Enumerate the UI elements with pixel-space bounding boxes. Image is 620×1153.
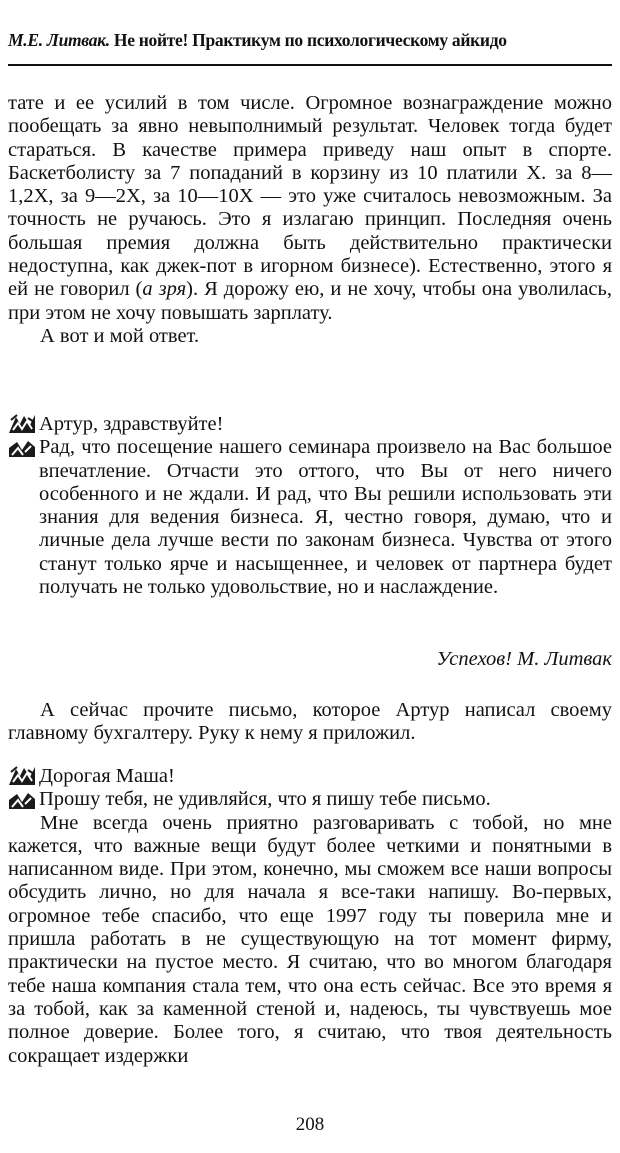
running-header bbox=[8, 30, 612, 51]
letter-first-line bbox=[8, 788, 612, 811]
letter-out-icon bbox=[8, 438, 36, 458]
paragraph: А сейчас прочите письмо, которое Артур написал своему главному бухгалтеру. Руку к нему я приложил. bbox=[8, 699, 612, 745]
letter-in-icon bbox=[8, 766, 36, 786]
page-number: 208 bbox=[295, 1114, 325, 1135]
paragraph bbox=[8, 92, 612, 325]
paragraph-text: тате и ее усилий в том числе. Огромное вознаграждение можно пообещать за явно невыполнимый результат. Человек тогда будет стараться. В качестве примера приведу наш опыт в спорте. Баскетболисту за 7 попаданий в корзину из 10 платили Х. за 8—1,2Х, за 9—2Х, за 10—10Х — это уже считалось невозможным. За точность не ручаюсь. Это я излагаю принцип. Последняя очень большая премия должна быть действительно практически недоступна, как джек-пот в игорном бизнесе). Естественно, этого я ей не говорил ( bbox=[8, 92, 612, 301]
header-title: Не нойте! Практикум по психологическому айкидо bbox=[113, 30, 507, 50]
letter-out-icon bbox=[8, 790, 36, 810]
paragraph: А вот и мой ответ. bbox=[40, 324, 200, 347]
header-author: М.Е. Литвак. bbox=[8, 30, 110, 50]
greeting-text: Артур, здравствуйте! bbox=[39, 413, 224, 435]
paragraph-text-end: ). Я дорожу ею, и не хочу, чтобы она уволилась, при этом не хочу повышать зарплату. bbox=[8, 278, 612, 324]
first-line-text: Прошу тебя, не удивляйся, что я пишу тебе письмо. bbox=[39, 788, 491, 811]
reply-letter bbox=[8, 413, 612, 599]
letter-in-icon bbox=[8, 414, 36, 434]
letter-signature: Успехов! М. Литвак bbox=[436, 648, 612, 670]
greeting-text: Дорогая Маша! bbox=[39, 765, 175, 787]
letter-body-text: Рад, что посещение нашего семинара произвело на Вас большое впечатление. Отчасти это оттого, что Вы от него ничего особенного и не ждали. И рад, что Вы решили использовать эти знания для ведения бизнеса. Я, честно говоря, думаю, что и личные дела лучше вести по законам бизнеса. Чувства от этого станут только ярче и насыщеннее, и человек от партнера будет получать не только удовольствие, но и наслаждение. bbox=[39, 436, 612, 599]
letter-body: Мне всегда очень приятно разговаривать с тобой, но мне кажется, что важные вещи будут более четкими и понятными в написанном виде. При этом, конечно, мы сможем все наши вопросы обсудить лично, но для начала я все-таки напишу. Во-первых, огромное тебе спасибо, что еще 1997 году ты поверила мне и пришла работать в не существующую на тот момент фирму, практически на пустое место. Я считаю, что во многом благодаря тебе наша компания стала тем, что она есть сейчас. Все это время я за тобой, как за каменной стеной и, надеюсь, ты чувствуешь мое полное доверие. Более того, я считаю, что твоя деятельность сокращает издержки bbox=[8, 811, 612, 1067]
arthur-letter bbox=[8, 765, 612, 1068]
emphasis-text: а зря bbox=[142, 278, 187, 301]
letter-greeting bbox=[8, 765, 612, 788]
opening-block bbox=[8, 92, 612, 348]
header-rule bbox=[8, 64, 612, 66]
letter-body bbox=[8, 436, 612, 599]
intro-block bbox=[8, 699, 612, 746]
letter-greeting bbox=[8, 413, 612, 436]
